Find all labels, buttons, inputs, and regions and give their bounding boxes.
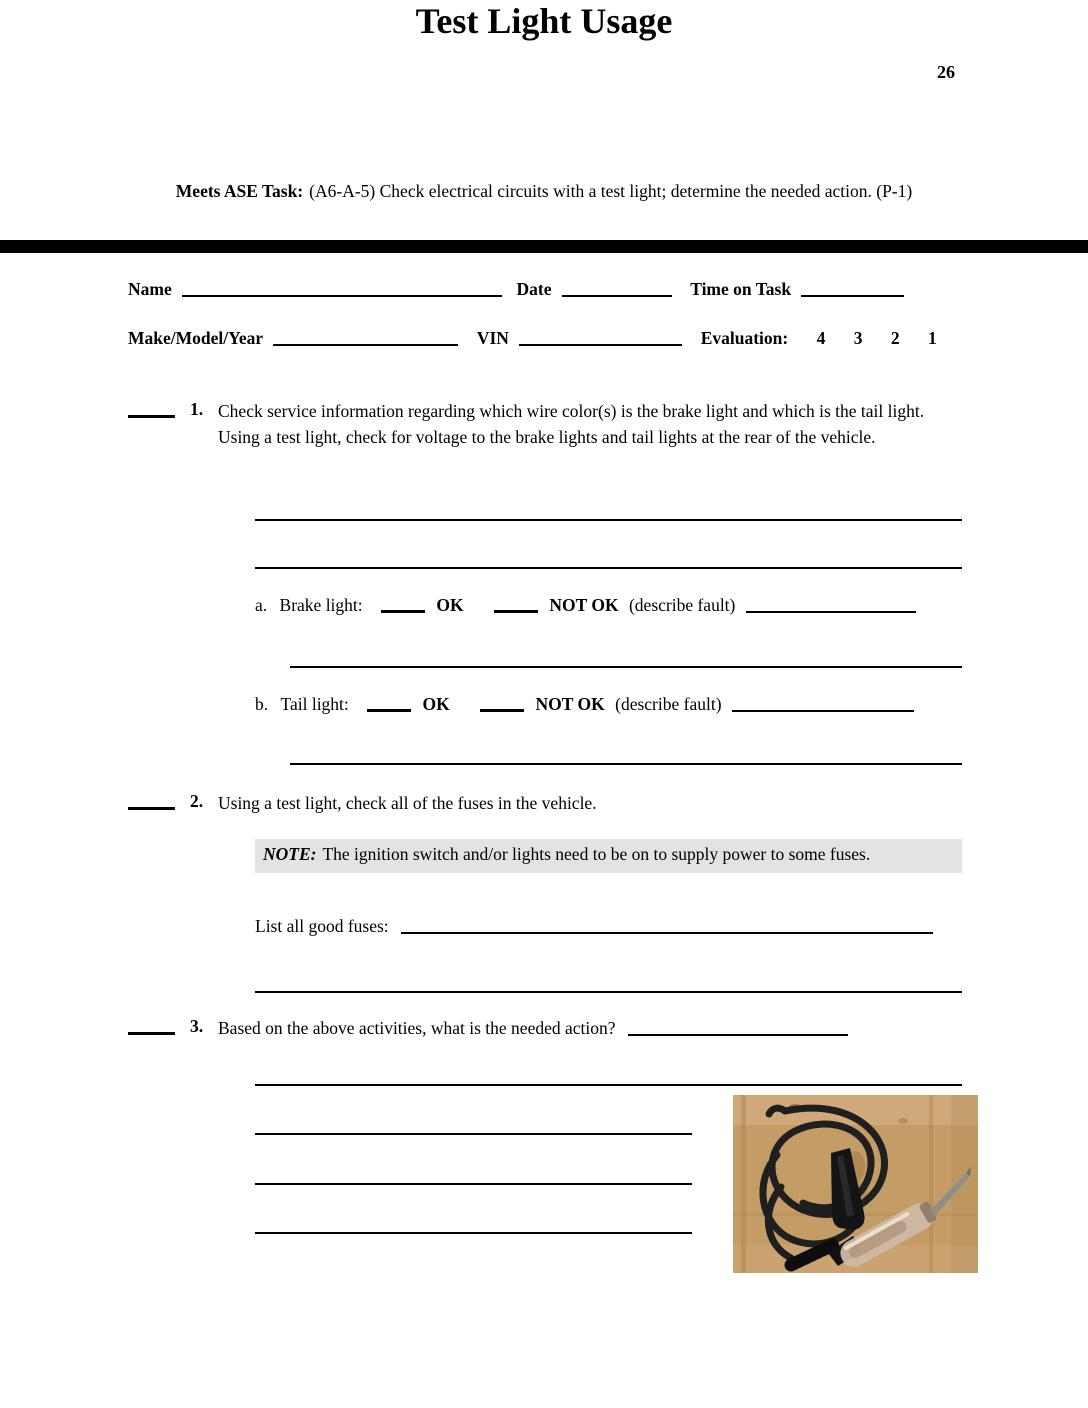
task-2-number: 2.: [190, 791, 204, 811]
task-3-grade-blank: [128, 1016, 175, 1035]
note-label: NOTE:: [263, 844, 317, 864]
evaluation-score-2: 2: [890, 328, 900, 348]
sub-item-b: [255, 694, 914, 715]
response-line: [290, 666, 962, 668]
date-label: Date: [516, 279, 552, 299]
not-ok-label: NOT OK: [549, 595, 619, 615]
fuses-blank: [401, 917, 933, 934]
response-line: [255, 1183, 692, 1185]
needed-action-blank: [628, 1019, 848, 1036]
task-1-text: Check service information regarding which wire color(s) is the brake light and which is the tail light. Using a test light, check for voltage to the brake lights and tail lights at the rear of the vehicle.: [218, 401, 925, 447]
task-3-row: [218, 1016, 960, 1042]
test-light-photo-svg: [733, 1095, 978, 1273]
response-line: [255, 1133, 692, 1135]
task-3-text: Based on the above activities, what is the needed action?: [218, 1018, 616, 1038]
not-ok-check-blank: [494, 595, 538, 613]
ok-label: OK: [436, 595, 464, 615]
not-ok-check-blank: [480, 694, 524, 712]
task-2-text: Using a test light, check all of the fuses in the vehicle.: [218, 793, 597, 813]
page-title: Test Light Usage: [415, 1, 673, 41]
time-on-task-label: Time on Task: [690, 279, 792, 299]
sub-item-b-label: Tail light:: [280, 694, 349, 714]
test-light-photo: [733, 1095, 978, 1273]
ase-task-line: [139, 180, 949, 202]
ase-task-label: Meets ASE Task:: [175, 181, 304, 201]
ok-check-blank: [367, 694, 411, 712]
note-box: [255, 839, 962, 873]
sub-item-b-letter: b.: [255, 694, 269, 714]
response-line: [255, 991, 962, 993]
make-model-year-blank: [273, 329, 458, 346]
describe-fault-blank: [732, 695, 914, 712]
sub-item-a: [255, 595, 916, 616]
evaluation-label: Evaluation:: [700, 328, 789, 348]
response-line: [255, 1232, 692, 1234]
task-2-grade-blank: [128, 791, 175, 810]
response-line: [290, 763, 962, 765]
response-line: [255, 519, 962, 521]
response-line: [255, 1084, 962, 1086]
sub-item-a-label: Brake light:: [279, 595, 363, 615]
fuses-row: [255, 916, 933, 937]
vin-label: VIN: [476, 328, 509, 348]
page-number: 26: [937, 62, 955, 82]
vin-blank: [519, 329, 682, 346]
evaluation-score-1: 1: [927, 328, 937, 348]
not-ok-label: NOT OK: [535, 694, 605, 714]
task-2: [128, 791, 960, 817]
response-line: [255, 567, 962, 569]
note-text: The ignition switch and/or lights need to be on to supply power to some fuses.: [322, 844, 871, 864]
ok-label: OK: [422, 694, 450, 714]
name-date-row: [128, 279, 904, 300]
ok-check-blank: [381, 595, 425, 613]
date-blank: [562, 280, 672, 297]
name-blank: [182, 280, 502, 297]
make-model-year-label: Make/Model/Year: [128, 328, 264, 348]
vehicle-row: [128, 328, 937, 349]
task-1: [128, 399, 960, 450]
evaluation-score-4: 4: [816, 328, 826, 348]
describe-fault-blank: [746, 596, 916, 613]
describe-fault-label: (describe fault): [615, 694, 722, 714]
ase-task-text: (A6-A-5) Check electrical circuits with a test light; determine the needed action. (P-1): [309, 181, 913, 201]
name-label: Name: [128, 279, 172, 299]
sub-item-a-letter: a.: [255, 595, 268, 615]
fuses-label: List all good fuses:: [255, 916, 389, 936]
divider-bar: [0, 240, 1088, 253]
task-3-number: 3.: [190, 1016, 204, 1036]
task-1-grade-blank: [128, 399, 175, 418]
task-1-number: 1.: [190, 399, 204, 419]
evaluation-score-3: 3: [853, 328, 863, 348]
task-3: [128, 1016, 960, 1042]
describe-fault-label: (describe fault): [628, 595, 736, 615]
time-on-task-blank: [801, 280, 904, 297]
